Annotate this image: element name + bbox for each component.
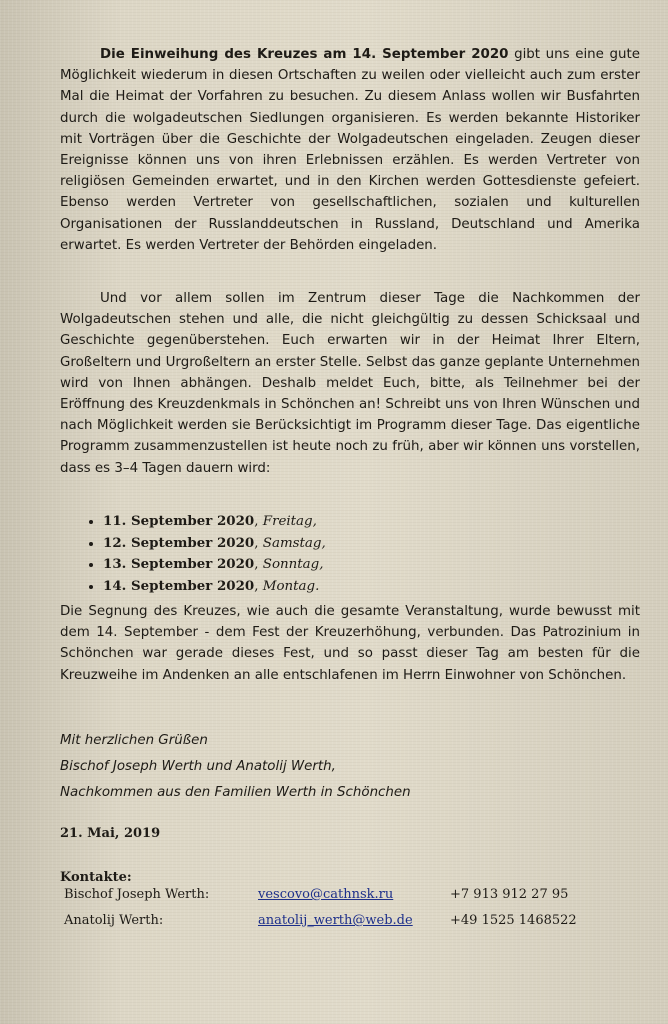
letter-date: 21. Mai, 2019 (60, 826, 161, 841)
event-date: 13. September 2020 (103, 556, 255, 572)
contact-email-link[interactable]: anatolij_werth@web.de (258, 913, 413, 928)
event-date: 12. September 2020 (103, 534, 255, 551)
closing-signature (60, 728, 411, 806)
invitation-paragraph: Und vor allem sollen im Zentrum dieser Tage die Nachkommen der Wolgadeutschen stehen und alle, die nicht gleichgültig zu dessen Schicksaal und Geschichte gegenüberstehen. Euch erwarten wir in der Heimat Ihrer Eltern, Großeltern und Urgroßeltern an erster Stelle. Selbst das ganze geplante Unternehmen wird von Ihnen abhängen. Deshalb meldet Euch, bitte, als Teilnehmer bei der Eröffnung des Kreuzdenkmals in Schönchen an! Schreibt uns von Ihren Wünschen und nach Möglichkeit werden sie Berücksichtigt im Programm dieser Tage. Das eigentliche Programm zusammenzustellen ist heute noch zu früh, aber wir können uns vorstellen, dass es 3–4 Tagen dauern wird: (60, 291, 640, 476)
contact-phone: +7 913 912 27 95 (450, 887, 569, 902)
blessing-paragraph: Die Segnung des Kreuzes, wie auch die gesamte Veranstaltung, wurde bewusst mit dem 14. September - dem Fest der Kreuzerhöhung, verbunden. Das Patrozinium in Schönchen war gerade dieses Fest, und so passt dieser Tag am besten für die Kreuzweihe im Andenken an alle entschlafenen im Herrn Einwohner von Schönchen. (60, 604, 640, 683)
contacts-section (60, 870, 577, 939)
event-date: 14. September 2020 (103, 577, 255, 594)
list-item: • 11. September 2020, Freitag, (103, 511, 326, 533)
contact-row (60, 887, 569, 913)
closing-greeting: Mit herzlichen Grüßen (60, 733, 208, 748)
intro-bold-lead: Die Einweihung des Kreuzes am 14. September 2020 (100, 47, 509, 62)
intro-paragraph-text: gibt uns eine gute Möglichkeit wiederum in diesen Ortschaften zu weilen oder vielleicht auch zum erster Mal die Heimat der Vorfahren zu besuchen. Zu diesem Anlass wollen wir Busfahrten durch die wolgadeutschen Siedlungen organisieren. Es werden bekannte Historiker mit Vorträgen über die Geschichte der Wolgadeutschen eingeladen. Zeugen dieser Ereignisse können uns von ihren Erlebnissen erzählen. Es werden Vertreter von religiösen Gemeinden erwartet, und in den Kirchen werden Gottesdienste gefeiert. Ebenso werden Vertreter von gesellschaftlichen, sozialen und kulturellen Organisationen der Russlanddeutschen in Russland, Deutschland und Amerika erwartet. Es werden Vertreter der Behörden eingeladen. (60, 47, 640, 253)
closing-descendants: Nachkommen aus den Familien Werth in Schönchen (60, 785, 411, 800)
contact-name: Bischof Joseph Werth: (64, 887, 210, 902)
event-date: 11. September 2020 (103, 513, 255, 529)
list-item: • 13. September 2020, Sonntag, (103, 554, 326, 576)
contact-row (60, 913, 577, 939)
event-weekday: Montag. (262, 578, 320, 594)
contact-name: Anatolij Werth: (64, 913, 164, 928)
contacts-heading: Kontakte: (60, 870, 132, 885)
closing-signers: Bischof Joseph Werth und Anatolij Werth, (60, 759, 336, 774)
event-weekday: Sonntag, (262, 557, 324, 572)
contact-email-link[interactable]: vescovo@cathnsk.ru (258, 887, 394, 902)
intro-paragraph (60, 44, 640, 256)
event-weekday: Samstag, (262, 535, 326, 551)
event-dates-list (60, 511, 326, 597)
contact-phone: +49 1525 1468522 (450, 913, 577, 928)
list-item: • 14. September 2020, Montag. (103, 576, 326, 598)
event-weekday: Freitag, (262, 514, 317, 529)
list-item: • 12. September 2020, Samstag, (103, 533, 326, 555)
